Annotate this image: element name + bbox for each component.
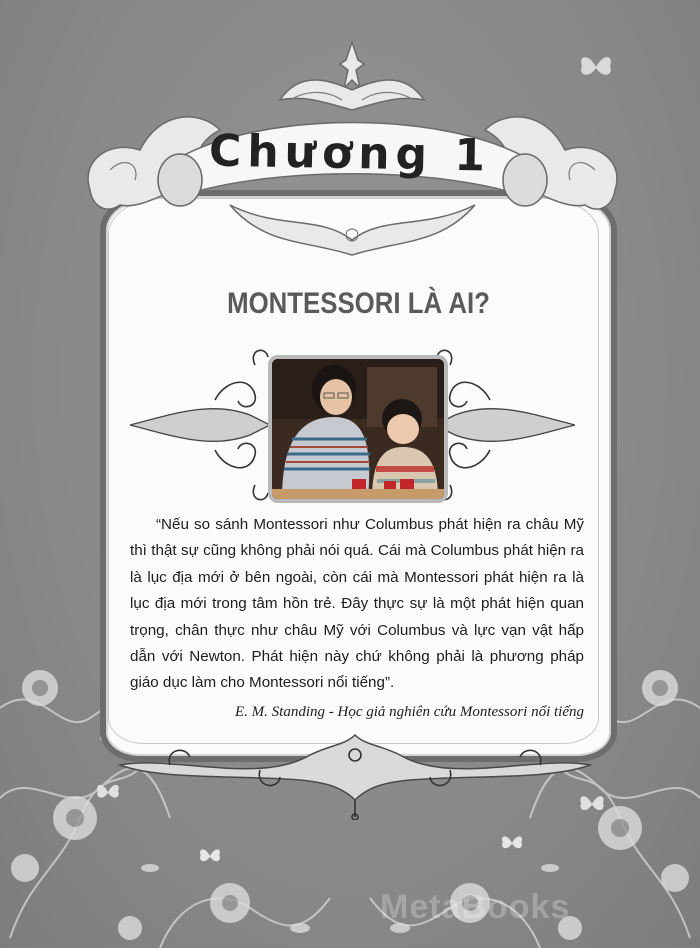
- butterfly-icon: [198, 845, 222, 867]
- butterfly-icon: [500, 832, 524, 854]
- chapter-title: Chương 1: [208, 125, 492, 182]
- flourish-ornament: [110, 725, 600, 820]
- watermark: MetaBooks: [380, 888, 571, 926]
- quote-attribution: E. M. Standing - Học giả nghiên cứu Montessori nổi tiếng: [235, 704, 584, 720]
- photo-montessori-child: [268, 355, 448, 503]
- quote-text: “Nếu so sánh Montessori như Columbus phát hiện ra châu Mỹ thì thật sự cũng không phải nói quá. Cái mà Columbus phát hiện ra là lục địa mới ở bên ngoài, còn cái mà Montessori phát hiện ra là lục địa mới trong tâm hồn trẻ. Đây thực sự là một phát hiện quan trọng, chân thực như châu Mỹ với Columbus và lực vạn vật hấp dẫn với Newton. Phát hiện này chứ không phải là phương pháp giáo dục làm cho Montessori nổi tiếng”.: [130, 516, 584, 692]
- section-title: MONTESSORI LÀ AI?: [227, 287, 490, 320]
